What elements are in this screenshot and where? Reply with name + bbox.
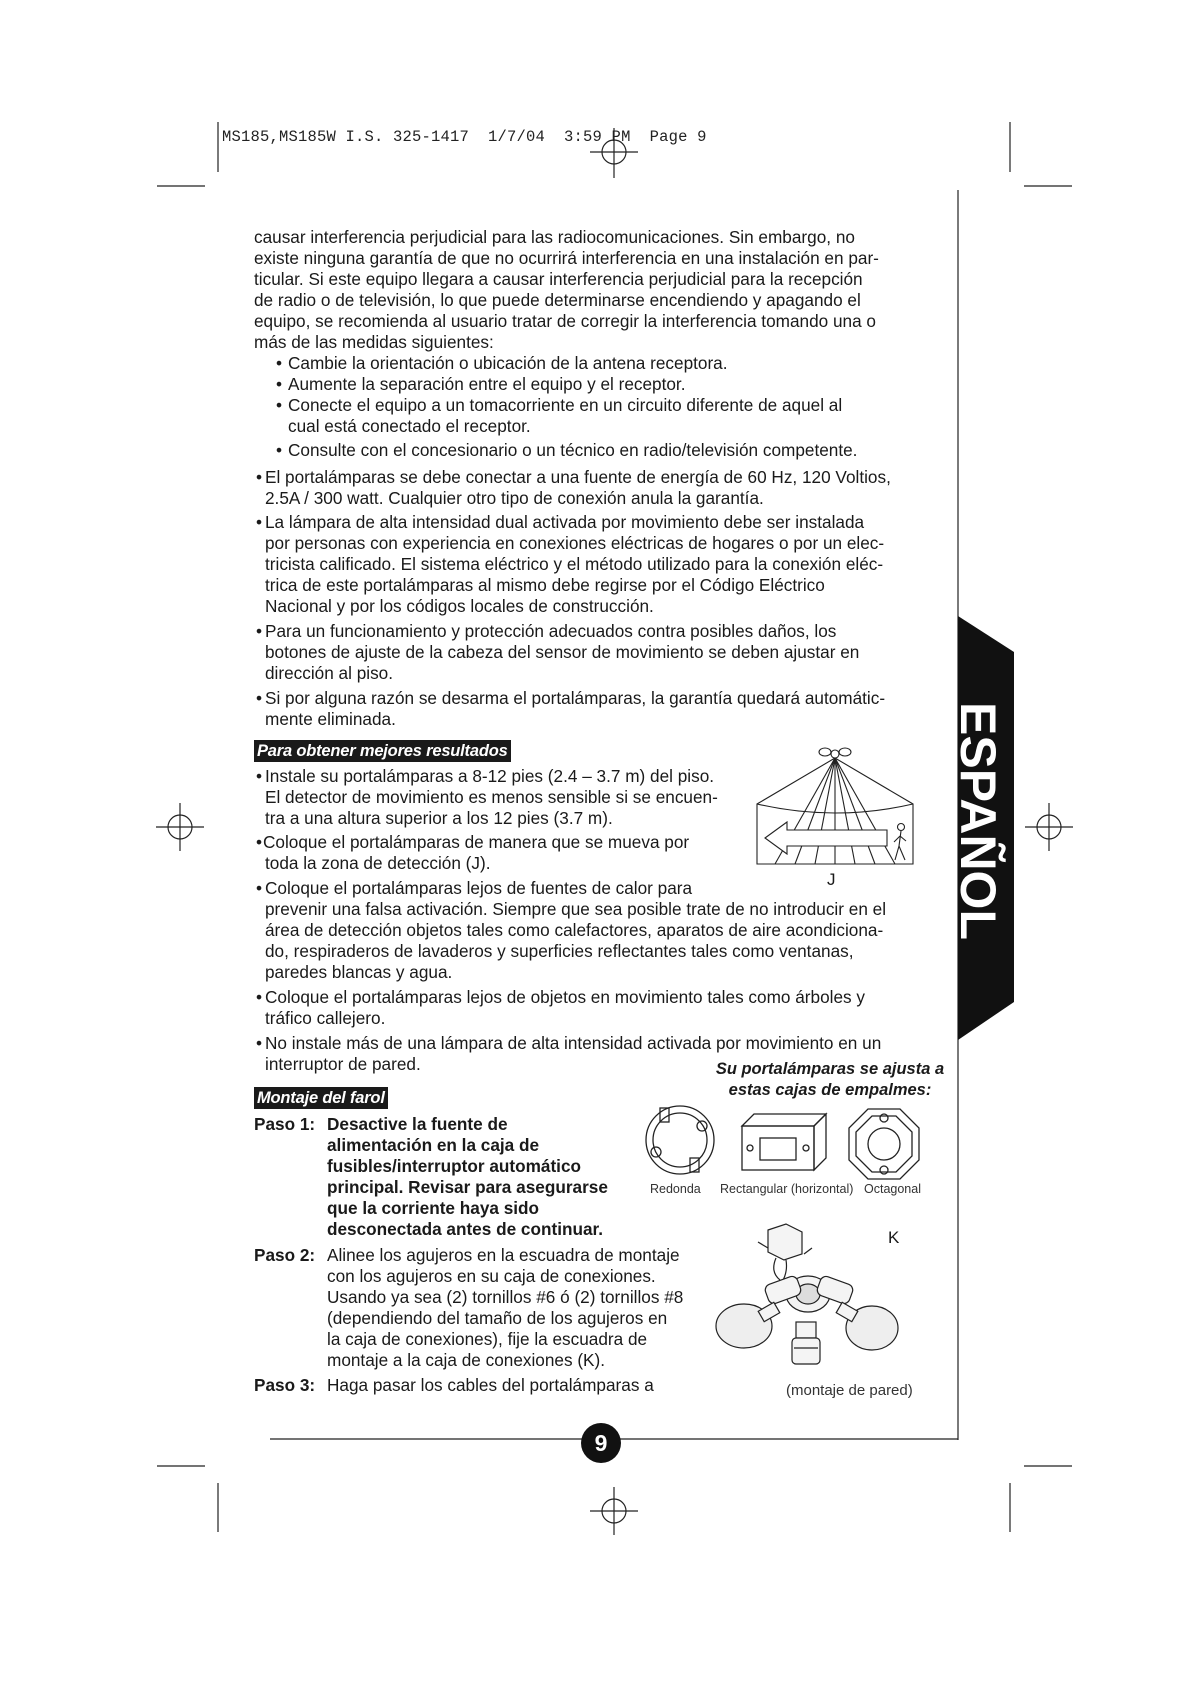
text-line: El detector de movimiento es menos sensible si se encuen- (265, 787, 718, 807)
text-line: toda la zona de detección (J). (265, 853, 491, 873)
text-line: Coloque el portalámparas de manera que se mueva por (263, 832, 690, 852)
text-line: tráfico callejero. (265, 1008, 386, 1028)
text-line: La lámpara de alta intensidad dual activada por movimiento debe ser instalada (265, 512, 865, 532)
bullet-marker: • (256, 512, 263, 532)
bullet-marker: • (256, 1033, 263, 1053)
text-line: la caja de conexiones), fije la escuadra de (327, 1329, 648, 1349)
bullet-marker: • (256, 467, 263, 487)
text-line: ticular. Si este equipo llegara a causar interferencia perjudicial para la recepción (254, 269, 863, 289)
text-line: tricista calificado. El sistema eléctrico y el método utilizado para la conexión eléc- (265, 554, 884, 574)
text-line: prevenir una falsa activación. Siempre que sea posible trate de no introducir en el (265, 899, 887, 919)
text-line: causar interferencia perjudicial para las radiocomunicaciones. Sin embargo, no (254, 227, 855, 247)
text-line: mente eliminada. (265, 709, 396, 729)
bullet-marker: • (256, 987, 263, 1007)
language-tab: ESPAÑOL (950, 702, 1006, 940)
bullet-marker: • (256, 621, 263, 641)
page-number: 9 (581, 1423, 621, 1463)
best-results-heading: Para obtener mejores resultados (254, 740, 511, 762)
text-line: Nacional y por los códigos locales de construcción. (265, 596, 654, 616)
text-line: con los agujeros en su caja de conexiones. (327, 1266, 656, 1286)
wall-mount-figure (708, 1222, 908, 1382)
text-line: tra a una altura superior a los 12 pies (3.7 m). (265, 808, 613, 828)
step-3-text (327, 1375, 654, 1396)
text-line: Coloque el portalámparas lejos de objetos en movimiento tales como árboles y (265, 987, 865, 1007)
figure-label-j: J (827, 870, 836, 889)
text-line: Coloque el portalámparas lejos de fuentes de calor para (265, 878, 693, 898)
text-line: dirección al piso. (265, 663, 394, 683)
measure-item: Aumente la separación entre el equipo y el receptor. (288, 374, 686, 394)
bullet-marker: • (256, 878, 263, 898)
text-line: Alinee los agujeros en la escuadra de montaje (327, 1245, 680, 1265)
text-line: Para un funcionamiento y protección adecuados contra posibles daños, los (265, 621, 837, 641)
bullet-marker: • (276, 374, 283, 394)
text-line: interruptor de pared. (265, 1054, 421, 1074)
bullet-marker: • (256, 688, 263, 708)
text-line: paredes blancas y agua. (265, 962, 453, 982)
box-caption: Rectangular (horizontal) (720, 1182, 854, 1196)
step-2-text (327, 1245, 683, 1371)
step-1-text (327, 1114, 608, 1240)
figure-label-k: K (888, 1228, 900, 1247)
round-box-icon (642, 1102, 718, 1178)
text-line: Si por alguna razón se desarma el portalámparas, la garantía quedará automátic- (265, 688, 886, 708)
mounting-heading: Montaje del farol (254, 1087, 388, 1109)
boxes-title (680, 1059, 980, 1101)
text-line: montaje a la caja de conexiones (K). (327, 1350, 606, 1370)
text-line: Usando ya sea (2) tornillos #6 ó (2) tornillos #8 (327, 1287, 684, 1307)
print-slug: MS185,MS185W I.S. 325-1417 1/7/04 3:59 PM Page 9 (222, 128, 707, 146)
text-line: desconectada antes de continuar. (327, 1219, 604, 1239)
text-line: Instale su portalámparas a 8-12 pies (2.4 – 3.7 m) del piso. (265, 766, 715, 786)
text-line: por personas con experiencia en conexiones eléctricas de hogares o por un elec- (265, 533, 885, 553)
text-line: Haga pasar los cables del portalámparas a (327, 1375, 654, 1395)
text-line: Desactive la fuente de (327, 1114, 508, 1134)
step-2-label: Paso 2: (254, 1245, 316, 1265)
bullet-marker: • (256, 766, 263, 786)
text-line: más de las medidas siguientes: (254, 332, 494, 352)
rectangular-box-icon (738, 1110, 830, 1174)
text-line: (dependiendo del tamaño de los agujeros en (327, 1308, 668, 1328)
text-line: No instale más de una lámpara de alta intensidad activada por movimiento en un (265, 1033, 882, 1053)
text-line: de radio o de televisión, lo que puede determinarse encendiendo y apagando el (254, 290, 861, 310)
bullet-marker: • (276, 440, 283, 460)
measure-item: Consulte con el concesionario o un técnico en radio/televisión competente. (288, 440, 858, 460)
text-line: equipo, se recomienda al usuario tratar de corregir la interferencia tomando una o (254, 311, 876, 331)
text-line: principal. Revisar para asegurarse (327, 1177, 608, 1197)
text-line: alimentación en la caja de (327, 1135, 540, 1155)
detection-zone-figure (755, 742, 915, 872)
text-line: existe ninguna garantía de que no ocurrirá interferencia en una instalación en par- (254, 248, 879, 268)
measure-item: cual está conectado el receptor. (288, 416, 531, 436)
text-line: fusibles/interruptor automático (327, 1156, 582, 1176)
boxes-title-line: Su portalámparas se ajusta a (715, 1060, 945, 1078)
text-line: que la corriente haya sido (327, 1198, 540, 1218)
bullet-marker: • (256, 832, 263, 852)
text-line: botones de ajuste de la cabeza del sensor de movimiento se deben ajustar en (265, 642, 860, 662)
text-line: trica de este portalámparas al mismo debe regirse por el Código Eléctrico (265, 575, 825, 595)
bullet-marker: • (276, 353, 283, 373)
bullet-marker: • (276, 395, 283, 415)
text-line: El portalámparas se debe conectar a una fuente de energía de 60 Hz, 120 Voltios, (265, 467, 891, 487)
measure-item: Conecte el equipo a un tomacorriente en un circuito diferente de aquel al (288, 395, 843, 415)
step-1-label: Paso 1: (254, 1114, 316, 1134)
text-line: 2.5A / 300 watt. Cualquier otro tipo de conexión anula la garantía. (265, 488, 764, 508)
box-caption: Redonda (650, 1182, 701, 1196)
intro-paragraph (254, 227, 930, 353)
measure-item: Cambie la orientación o ubicación de la antena receptora. (288, 353, 728, 373)
text-line: do, respiraderos de lavaderos y superficies reflectantes tales como ventanas, (265, 941, 854, 961)
text-line: área de detección objetos tales como calefactores, aparatos de aire acondiciona- (265, 920, 884, 940)
step-3-label: Paso 3: (254, 1375, 316, 1395)
octagonal-box-icon (846, 1106, 922, 1182)
box-caption: Octagonal (864, 1182, 921, 1196)
wall-mount-caption: (montaje de pared) (786, 1382, 913, 1399)
boxes-title-line: estas cajas de empalmes: (728, 1081, 932, 1099)
